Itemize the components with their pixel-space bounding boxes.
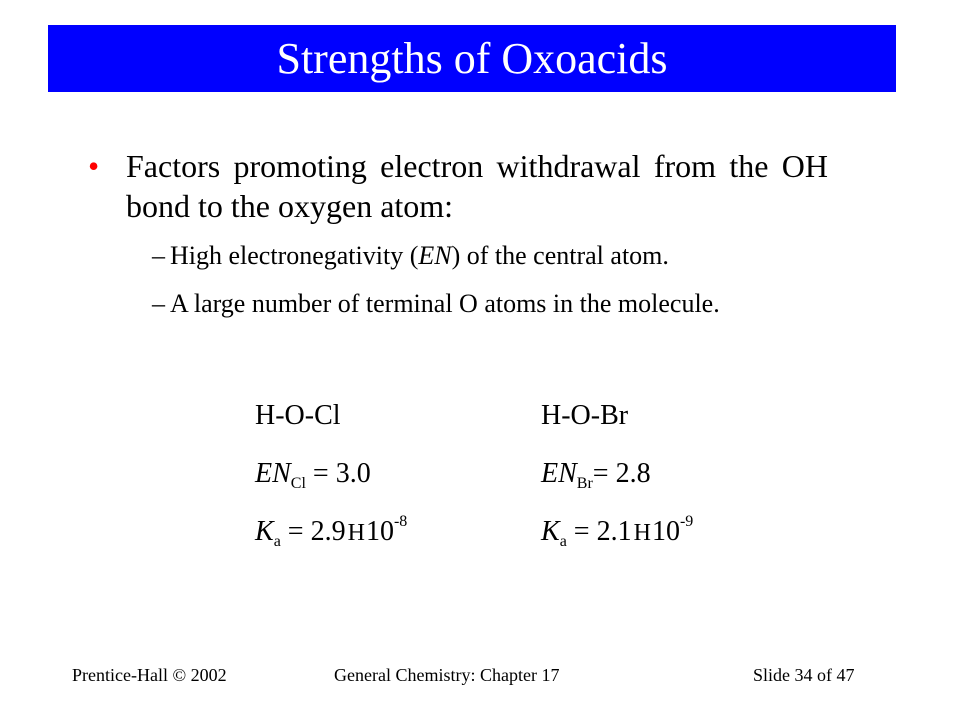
en-value: = 3.0 xyxy=(305,458,371,489)
times-icon: H xyxy=(633,520,651,546)
title-bar xyxy=(48,25,896,92)
acid-en-hobr xyxy=(541,457,651,491)
ka-subscript: a xyxy=(273,533,281,550)
acid-en-hocl xyxy=(255,457,371,491)
ka-exponent: -8 xyxy=(393,513,408,530)
sub-item-text-em: EN xyxy=(418,241,452,270)
en-symbol: EN xyxy=(255,458,291,489)
sub-item-text-pre: High electronegativity ( xyxy=(170,241,419,270)
bullet-list xyxy=(88,146,828,319)
sub-item-text: A large number of terminal O atoms in the molecule. xyxy=(170,289,720,318)
ka-mantissa: = 2.9 xyxy=(280,516,346,547)
sub-item-text-post: ) of the central atom. xyxy=(451,241,669,270)
bullet-text: Factors promoting electron withdrawal from the OH bond to the oxygen atom: xyxy=(126,148,828,224)
footer-copyright: Prentice-Hall © 2002 xyxy=(72,665,227,685)
ka-base: 10 xyxy=(651,516,680,547)
sub-item-electronegativity xyxy=(152,241,828,271)
ka-symbol: K xyxy=(541,516,560,547)
ka-base: 10 xyxy=(365,516,394,547)
footer-slide-number: Slide 34 of 47 xyxy=(753,665,855,685)
ka-subscript: a xyxy=(559,533,567,550)
footer-chapter: General Chemistry: Chapter 17 xyxy=(334,665,560,685)
acid-ka-hobr xyxy=(541,515,693,550)
dash-icon: – xyxy=(152,289,165,318)
en-symbol: EN xyxy=(541,458,577,489)
bullet-dot-icon: • xyxy=(88,148,100,184)
sub-item-terminal-oxygens xyxy=(152,289,828,319)
ka-mantissa: = 2.1 xyxy=(566,516,632,547)
ka-symbol: K xyxy=(255,516,274,547)
slide-title: Strengths of Oxoacids xyxy=(276,33,668,83)
acid-formula-hocl: H-O-Cl xyxy=(255,400,341,431)
acid-formula-hobr: H-O-Br xyxy=(541,400,629,431)
acid-ka-hocl xyxy=(255,515,407,550)
en-subscript: Cl xyxy=(290,475,306,492)
bullet-item xyxy=(88,146,828,226)
ka-exponent: -9 xyxy=(679,513,694,530)
en-value: = 2.8 xyxy=(592,458,651,489)
times-icon: H xyxy=(347,520,365,546)
en-subscript: Br xyxy=(576,475,593,492)
sub-item-text xyxy=(170,241,669,271)
dash-icon: – xyxy=(152,241,165,270)
